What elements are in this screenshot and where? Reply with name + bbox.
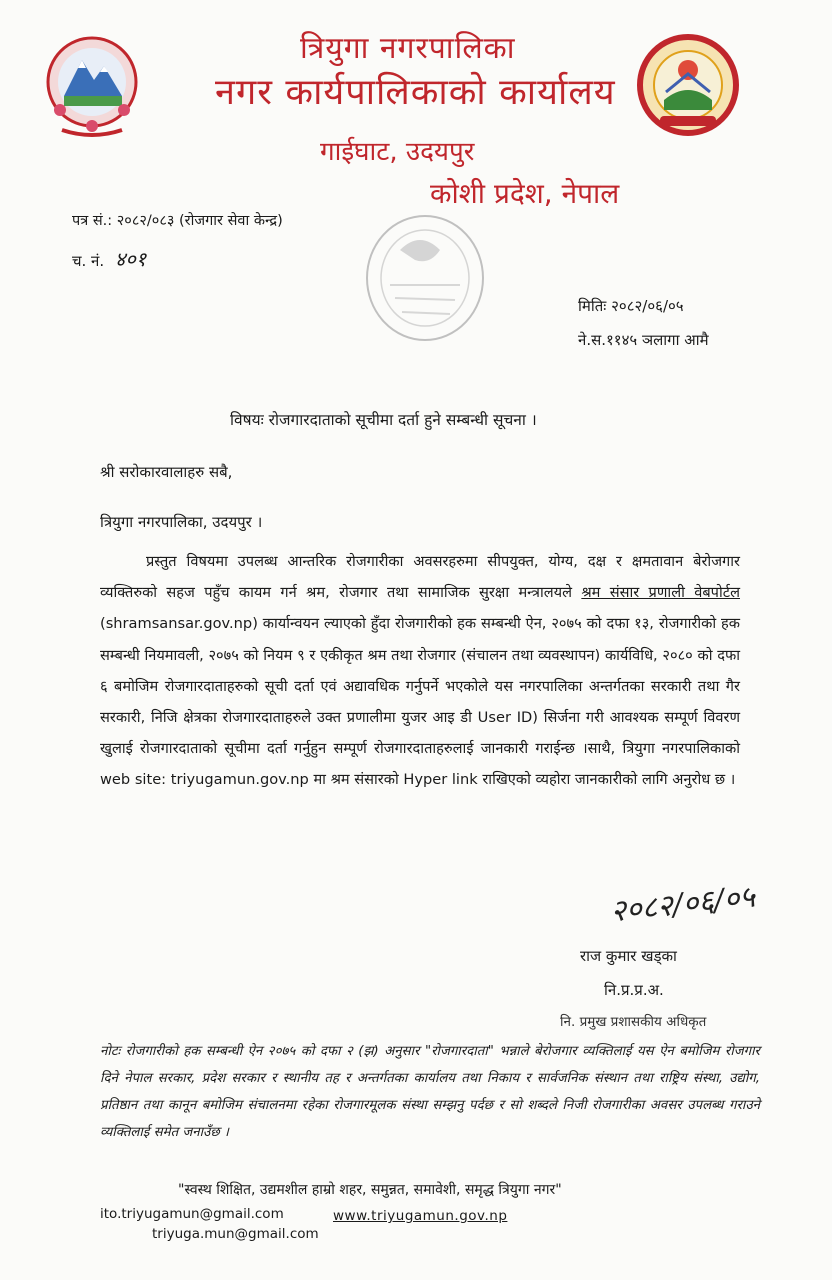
province-name: कोशी प्रदेश, नेपाल — [430, 177, 620, 210]
dispatch-label: च. नं. — [72, 252, 105, 270]
dispatch-value: ४०१ — [114, 247, 147, 271]
salutation-line: श्री सरोकारवालाहरु सबै, — [100, 463, 233, 481]
signatory-designation-full: नि. प्रमुख प्रशासकीय अधिकृत — [560, 1014, 707, 1030]
office-location: गाईघाट, उदयपुर — [320, 137, 475, 167]
office-stamp — [360, 210, 490, 350]
portal-name: श्रम संसार प्रणाली वेबपोर्टल — [581, 584, 740, 602]
body-text-1: प्रस्तुत विषयमा उपलब्ध आन्तरिक रोजगारीका अवसरहरुमा सीपयुक्त, योग्य, दक्ष र क्षमतावान बेरोजगार व्यक्तिरुको सहज पहुँच कायम गर्न श्रम, रोजगार तथा सामाजिक सुरक्षा मन्त्रालयले — [100, 553, 740, 602]
dispatch-number — [72, 245, 146, 272]
legal-note: नोटः रोजगारीको हक सम्बन्धी ऐन २०७५ को दफा २ (झ) अनुसार "रोजगारदाता" भन्नाले बेरोजगार व्यक्तिलाई यस ऐन बमोजिम रोजगार दिने नेपाल सरकार, प्रदेश सरकार र स्थानीय तह र अन्तर्गतका कार्यालय तथा निकाय र सार्वजनिक संस्थान तथा राष्ट्रिय संस्था, उद्योग, प्रतिष्ठान तथा कानून बमोजिम संचालनमा रहेका रोजगारमूलक संस्था सम्झनु पर्दछ र सो शब्दले निजी रोजगारीका अवसर उपलब्ध गराउने व्यक्तिलाई समेत जनाउँछ । — [100, 1044, 760, 1140]
footer-email-2[interactable]: triyuga.mun@gmail.com — [152, 1226, 319, 1242]
nepal-emblem-logo — [42, 30, 142, 140]
letter-subject: विषयः रोजगारदाताको सूचीमा दर्ता हुने सम्बन्धी सूचना । — [230, 411, 537, 429]
footer-website-link[interactable]: www.triyugamun.gov.np — [333, 1208, 508, 1224]
letter-body — [100, 546, 740, 796]
handwritten-signature-date: २०८२/०६/०५ — [608, 879, 757, 930]
signatory-designation: नि.प्र.प्र.अ. — [604, 981, 664, 999]
body-text-2: (shramsansar.gov.np) कार्यान्वयन ल्याएको हुँदा रोजगारीको हक सम्बन्धी ऐन, २०७५ को दफा १३, रोजगारीको हक सम्बन्धी नियमावली, २०७५ को नियम ९ र एकीकृत श्रम तथा रोजगार (संचालन तथा व्यवस्थापन) कार्यविधि, २०८० को दफा ६ बमोजिम रोजगारदाताहरुको सूची दर्ता एवं अद्यावधिक गर्नुपर्ने भएकोले यस नगरपालिका अन्तर्गतका सरकारी तथा गैर सरकारी, निजि क्षेत्रका रोजगारदाताहरुले उक्त प्रणालीमा युजर आइ डी User ID) सिर्जना गरी आवश्यक सम्पूर्ण विवरण खुलाई रोजगारदाताको सूचीमा दर्ता गर्नुहुन सम्पूर्ण रोजगारदाताहरुलाई जानकारी गराईन्छ ।साथै, त्रियुगा नगरपालिकाको web site: triyugamun.gov.np मा श्रम संसारको Hyper link राखिएको व्यहोरा जानकारीको लागि अनुरोध छ । — [100, 615, 740, 789]
municipality-logo — [636, 30, 740, 140]
letter-date: मितिः २०८२/०६/०५ — [578, 297, 684, 315]
office-name: नगर कार्यपालिकाको कार्यालय — [215, 72, 616, 113]
nepal-sambat-date: ने.स.११४५ ञलागा आमै — [578, 331, 709, 349]
footer-motto: "स्वस्थ शिक्षित, उद्यमशील हाम्रो शहर, समुन्नत, समावेशी, समृद्ध त्रियुगा नगर" — [178, 1182, 562, 1198]
letter-number: पत्र सं.: २०८२/०८३ (रोजगार सेवा केन्द्र) — [72, 213, 283, 229]
footer-email-1[interactable]: ito.triyugamun@gmail.com — [100, 1206, 284, 1222]
salutation-address: त्रियुगा नगरपालिका, उदयपुर । — [100, 513, 263, 531]
signatory-name: राज कुमार खड्का — [580, 947, 677, 965]
municipality-name: त्रियुगा नगरपालिका — [300, 31, 516, 66]
